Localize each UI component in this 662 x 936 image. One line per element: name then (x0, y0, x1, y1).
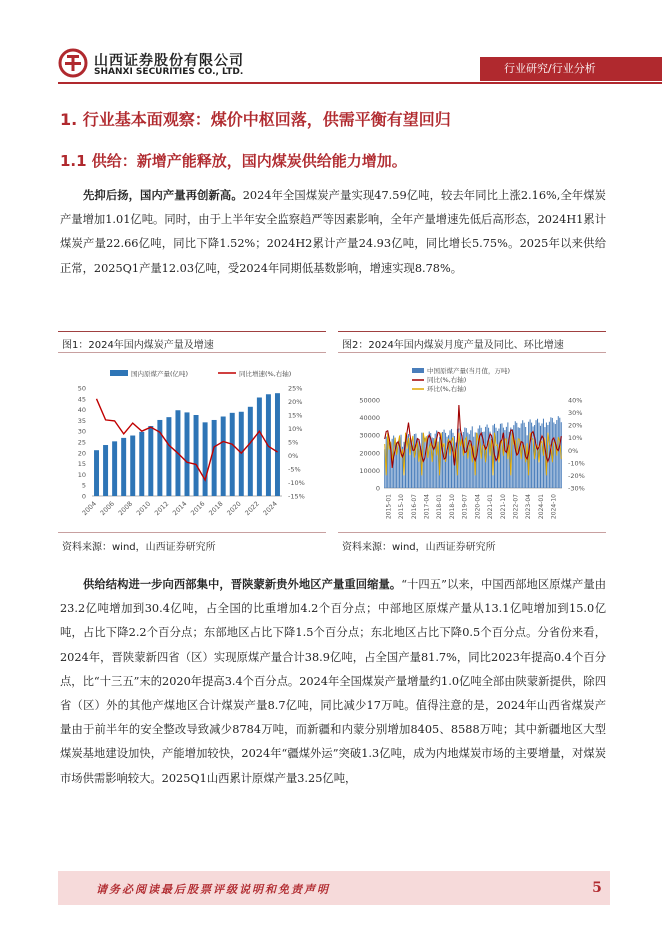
bar (424, 438, 425, 488)
y-axis-tick-label: 50000 (359, 396, 380, 405)
figure2-chart (340, 360, 604, 530)
y-axis-tick-label: 20000 (359, 449, 380, 458)
y-axis-tick-label: 50 (77, 384, 86, 393)
company-logo-icon (58, 48, 88, 78)
x-axis-tick-label: 2006 (98, 499, 117, 518)
y-axis-tick-label: 0 (375, 484, 380, 493)
legend-line-label: 同比增速(%,右轴) (239, 370, 292, 378)
figure1-source: 资料来源：wind，山西证券研究所 (62, 542, 216, 553)
y-axis-tick-label: 0 (81, 492, 86, 501)
bar (418, 440, 419, 488)
bar (500, 424, 501, 488)
y2-axis-tick-label: 40% (568, 396, 583, 405)
y-axis-tick-label: 45 (77, 395, 86, 404)
bar (464, 428, 465, 488)
y2-axis-tick-label: -30% (568, 484, 585, 493)
x-axis-tick-label: 2014 (171, 499, 189, 518)
y-axis-tick-label: 5 (81, 481, 86, 490)
x-axis-tick-label: 2015-01 (385, 494, 393, 520)
disclaimer-notice: 请务必阅读最后股票评级说明和免责声明 (96, 883, 330, 896)
bar (470, 430, 471, 488)
bar (515, 421, 516, 488)
legend-bar-label: 国内原煤产量(亿吨) (131, 370, 189, 378)
y2-axis-tick-label: -15% (288, 492, 305, 501)
page-number: 5 (592, 880, 602, 896)
x-axis-tick-label: 2012 (152, 499, 171, 518)
bar (558, 416, 559, 488)
y-axis-tick-label: 35 (77, 416, 86, 425)
bar (467, 433, 468, 488)
bar (221, 417, 226, 496)
y-axis-tick-label: 10000 (359, 466, 380, 475)
bar (449, 430, 450, 488)
x-axis-tick-label: 2021-10 (499, 494, 507, 520)
figure-top-rule (58, 331, 326, 332)
bar (524, 423, 525, 488)
bar (166, 417, 171, 496)
y2-axis-tick-label: 0% (568, 446, 579, 455)
bar (522, 420, 523, 488)
bar (257, 398, 262, 496)
bar (555, 424, 556, 488)
bar (275, 393, 280, 496)
y-axis-tick-label: 25 (77, 438, 86, 447)
bar (203, 422, 208, 496)
x-axis-tick-label: 2018-01 (436, 494, 444, 520)
x-axis-tick-label: 2022-07 (512, 494, 520, 520)
bar (248, 407, 253, 496)
x-axis-tick-label: 2024-10 (550, 494, 558, 520)
figure2-source: 资料来源：wind，山西证券研究所 (342, 542, 496, 553)
legend-mom-label: 环比(%,右轴) (427, 385, 467, 393)
page-header (0, 0, 662, 95)
bar (414, 434, 415, 488)
x-axis-tick-label: 2017-04 (423, 494, 431, 520)
y2-axis-tick-label: 30% (568, 409, 583, 418)
bar (185, 412, 190, 496)
y-axis-tick-label: 30000 (359, 431, 380, 440)
y-axis-tick-label: 15 (77, 460, 86, 469)
x-axis-tick-label: 2019-07 (461, 494, 469, 520)
bar (533, 426, 534, 488)
y-axis-tick-label: 20 (77, 449, 86, 458)
figure-top-rule (338, 331, 606, 332)
bar (559, 418, 560, 488)
x-axis-tick-label: 2023-04 (525, 494, 533, 520)
x-axis-tick-label: 2022 (243, 499, 261, 518)
y2-axis-tick-label: -10% (568, 459, 585, 468)
y-axis-tick-label: 10 (77, 470, 86, 479)
y2-axis-tick-label: 5% (288, 438, 299, 447)
paragraph-structure (60, 573, 606, 791)
y2-axis-tick-label: -10% (288, 479, 305, 487)
bar (94, 450, 99, 496)
legend-yoy-label: 同比(%,右轴) (427, 376, 467, 384)
paragraph-body: “十四五”以来，中国西部地区原煤产量由23.2亿吨增加到30.4亿吨，占全国的比重增加4.2个百分点；中部地区原煤产量从13.1亿吨增加到15.0亿吨，占比下降2.2个百分点；东部地区占比下降1.5个百分点；东北地区占比下降0.5个百分点。分省份来看，2024年，晋陕蒙新四省（区）实现原煤产量合计38.9亿吨，占全国产量81.7%，同比2023年提高0.4个百分点，比“十三五”末的2020年提高3.4个百分点。2024年全国煤炭产量增量约1.0亿吨全部由陕蒙新提供，除四省（区）外的其他产煤地区合计煤炭产量8.7亿吨，同比减少17万吨。值得注意的是，2024年山西省煤炭产量由于前半年的安全整改导致减少8784万吨，而新疆和内蒙分别增加8405、8588万吨；其中新疆地区大型煤炭基地建设加快，产能增加较快，2024年“疆煤外运”突破1.3亿吨，成为内地煤炭市场的主要增量，对煤炭市场供需影响较大。2025Q1山西累计原煤产量3.25亿吨， (60, 578, 606, 785)
x-axis-tick-label: 2021-01 (487, 494, 495, 520)
header-divider (58, 82, 662, 84)
y2-axis-tick-label: 0% (288, 452, 299, 460)
bar (553, 422, 554, 488)
bar (501, 423, 502, 488)
x-axis-tick-label: 2024-01 (537, 494, 545, 520)
figure-bottom-rule (338, 532, 606, 533)
bar (230, 413, 235, 496)
bar (451, 429, 452, 488)
bar (484, 432, 485, 488)
y2-axis-tick-label: -20% (568, 471, 585, 480)
y2-axis-tick-label: 10% (568, 434, 583, 443)
company-name-en: SHANXI SECURITIES CO., LTD. (94, 67, 244, 77)
legend-bar-label: 中国原煤产量(当月值，万吨) (427, 367, 511, 375)
y2-axis-tick-label: 25% (288, 384, 303, 393)
x-axis-tick-label: 2024 (261, 499, 279, 518)
y-axis-tick-label: 40 (77, 406, 86, 415)
x-axis-tick-label: 2020 (225, 499, 243, 518)
bar (519, 428, 520, 488)
bar (121, 438, 126, 496)
bar (194, 415, 199, 496)
y2-axis-tick-label: -5% (288, 465, 301, 474)
bar (429, 431, 430, 488)
x-axis-tick-label: 2010 (134, 499, 153, 518)
section-title: 1. 行业基本面观察：煤价中枢回落，供需平衡有望回归 (60, 110, 451, 129)
y2-axis-tick-label: 20% (568, 421, 583, 430)
x-axis-tick-label: 2015-10 (398, 494, 406, 520)
figure-title-rule (58, 352, 326, 353)
paragraph-body: 2024年全国煤炭产量实现47.59亿吨，较去年同比上涨2.16%,全年煤炭产量增加1.01亿吨。同时，由于上半年安全监察趋严等因素影响，全年产量增速先低后高形态，2024H1累计煤炭产量22.66亿吨，同比下降1.52%；2024H2累计产量24.93亿吨，同比增长5.75%。2025年以来供给正常，2025Q1产量12.03亿吨，受2024年同期低基数影响，增速实现8.78%。 (60, 189, 606, 275)
page-footer (58, 871, 610, 905)
company-name-cn: 山西证券股份有限公司 (94, 53, 244, 69)
figure-bottom-rule (58, 532, 326, 533)
figure-title-rule (338, 352, 606, 353)
paragraph-lead: 供给结构进一步向西部集中，晋陕蒙新贵外地区产量重回缩量。 (83, 578, 402, 591)
x-axis-tick-label: 2018-10 (448, 494, 456, 520)
x-axis-tick-label: 2020-04 (474, 494, 482, 520)
x-axis-tick-label: 2016-07 (410, 494, 418, 520)
x-axis-tick-label: 2004 (80, 499, 98, 518)
bar (487, 425, 488, 488)
y-axis-tick-label: 30 (77, 427, 86, 436)
paragraph-production (60, 184, 606, 281)
figure1-chart (60, 360, 324, 530)
bar (212, 420, 217, 496)
x-axis-tick-label: 2018 (207, 499, 225, 518)
bar (103, 445, 108, 496)
figure2-title: 图2：2024年国内煤炭月度产量及同比、环比增速 (342, 340, 564, 351)
bar (490, 432, 491, 488)
bar (506, 427, 507, 488)
bar (540, 426, 541, 488)
bar (536, 420, 537, 488)
bar (148, 426, 153, 496)
bar (112, 441, 117, 496)
bar (541, 423, 542, 488)
paragraph-lead: 先抑后扬，国内产量再创新高。 (83, 189, 243, 202)
figure1-title: 图1：2024年国内煤炭产量及增速 (62, 340, 214, 351)
y-axis-tick-label: 40000 (359, 414, 380, 423)
bar (130, 436, 135, 496)
section-tag: 行业研究/行业分析 (480, 57, 662, 81)
bar (401, 435, 402, 488)
x-axis-tick-label: 2008 (116, 499, 135, 518)
y2-axis-tick-label: 20% (288, 398, 303, 406)
y2-axis-tick-label: 10% (288, 425, 303, 433)
bar (139, 432, 144, 496)
bar (518, 427, 519, 488)
legend-bar-swatch (110, 370, 128, 376)
x-axis-tick-label: 2016 (189, 499, 207, 518)
y2-axis-tick-label: 15% (288, 411, 303, 420)
legend-bar-swatch (412, 368, 424, 373)
subsection-title: 1.1 供给：新增产能释放，国内煤炭供给能力增加。 (60, 152, 407, 170)
